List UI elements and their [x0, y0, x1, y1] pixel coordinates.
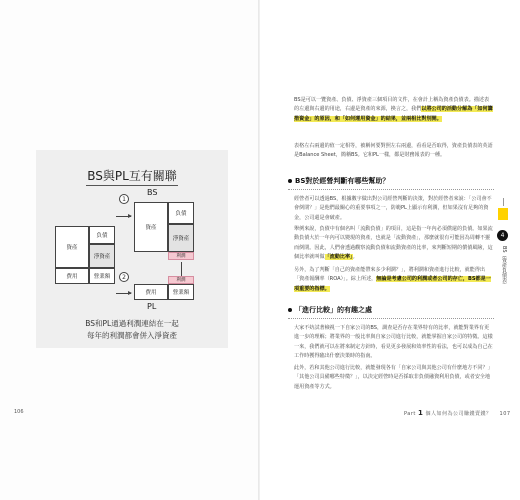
paragraph-1-highlight: 以將公司的活動分解為「如何籌措資金」的原因，和「如何運用資金」的結果，並兩相比對別開。: [294, 106, 493, 122]
start-pl-expenses: 費用: [55, 268, 89, 284]
footer-part-number: 1: [417, 409, 424, 417]
right-page-number: 107: [499, 411, 511, 417]
paragraph-6-text: 大家不妨試著檢視一下自家公司的BS，調查是否存在業界特有的比率，就能對業界有更進一步的理解；將業界的一般比率與自家公司進行比較，就能掌握自家公司的特徵。這樣一來，我們就可以在將來制定方針時，看見更多發展和效率性的看法，也可以成為自己在工作時獲得臨出什麼決策時的指南。: [294, 325, 493, 360]
paragraph-6: [294, 324, 494, 362]
heading-2-rule: [288, 318, 494, 319]
start-bs-liabilities: 負債: [89, 226, 115, 244]
pl-label: PL: [147, 302, 157, 311]
footer-title: 個人如何為公司賺錢賣錢？: [425, 411, 492, 417]
chapter-side-text: BS（資產負債表）: [501, 246, 507, 288]
left-page-number: 106: [14, 409, 24, 415]
chapter-tab-marker: [498, 208, 508, 220]
paragraph-4-end: 。: [352, 254, 358, 261]
heading-1-rule: [288, 189, 494, 190]
start-pl-revenue: 營業額: [89, 268, 115, 284]
start-bs-assets: 資產: [55, 226, 89, 268]
paragraph-7: [294, 364, 494, 392]
paragraph-5: [294, 266, 494, 294]
bullet-dot-icon: [288, 308, 292, 312]
paragraph-3: [294, 195, 494, 223]
pl-expenses: 費用: [134, 284, 168, 300]
side-line-top: [503, 198, 504, 206]
step-1-arrow: [116, 216, 131, 217]
diagram-title: BS與PL互有關聯: [87, 169, 177, 183]
paragraph-7-text: 此外，若和其他公司進行比較，就能發現各有「自家公司與其他公司有什麼地方不同？」「其他公司具備哪些特徵？」，以決定經營時是否採取非負債融資利用負債，或者安全地運用資產等方式。: [294, 365, 493, 390]
bullet-dot-icon: [288, 179, 292, 183]
paragraph-1-text: BS是可以一覽資產、負債、淨資產三個項目的文件，在會計上稱為資產負債表。描述表的左邊與右邊的用途，右邊是資產的來源，換言之，我們: [294, 97, 490, 113]
pl-revenue: 營業額: [168, 284, 194, 300]
footer-part-label: Part: [404, 411, 416, 417]
step-1-marker: 1: [119, 194, 129, 204]
title-underline: [86, 185, 178, 186]
bs-top-net-assets: 淨資產: [168, 224, 194, 252]
bs-top-liabilities: 負債: [168, 202, 194, 224]
paragraph-3-text: 經營者可以透過BS，根據數字做出對公司經營判斷的決策，對於經營者來說：「公司會不會倒閉？」是他們最關心的重要事項之一，防範PL上顯示有利潤，但如果沒有足夠的資金，公司還是會破產。: [294, 196, 492, 221]
paragraph-4-highlight: 「流動比率」: [324, 254, 353, 261]
profit-link-line: [181, 262, 182, 276]
paragraph-2: [294, 142, 494, 161]
paragraph-5-highlight: 無論是考慮公司的利潤或者公司的存亡，BS都是一項重要的指標。: [294, 276, 491, 292]
paragraph-4: [294, 225, 494, 263]
pl-profit: 利潤: [168, 276, 194, 284]
heading-2-text: 「進行比較」的有趣之處: [295, 306, 372, 314]
bs-label: BS: [147, 188, 158, 197]
paragraph-4-text: 舉例來說，負債中有個名叫「流動負債」的項目，這是指一年內必須償還的負債。如果流動負債大於一年內可以變現的資產，也就是「流動資產」，那麼就很有可能因為周轉不靈而倒閉。因此，人們會透過觀察流動負債和流動資產的比率，來判斷短期的償債風險，這個比率就叫做: [294, 226, 493, 261]
bs-top-profit: 利潤: [168, 252, 194, 260]
paragraph-2-text: 表格左右兩邊的值一定相等，被稱何要對照左右兩邊，看看是否取得，資產負債表的英語是Balance Sheet，簡稱BS。它和PL一樣，都是財務報表的一種。: [294, 143, 493, 159]
caption-line-1: BS和PL通過利潤連結在一起: [85, 319, 179, 328]
heading-2: [288, 305, 372, 315]
right-footer: [404, 409, 511, 417]
step-2-arrow: [116, 293, 131, 294]
heading-1: [288, 176, 389, 186]
heading-1-text: BS對於經營判斷有哪些幫助？: [295, 177, 390, 185]
bs-top-assets: 資產: [134, 202, 168, 252]
paragraph-5-text: 另外，為了判斷「自己的資產能帶來多少利潤？」，將利潤和資產進行比較，就能得出「資產報酬率（ROA）」。綜上所述，: [294, 267, 486, 283]
bs-pl-diagram: [36, 150, 228, 348]
start-bs-net-assets: 淨資產: [89, 244, 115, 268]
chapter-badge: 4: [497, 230, 508, 241]
paragraph-1: [294, 96, 494, 124]
caption-line-2: 每年的利潤都會併入淨資產: [87, 331, 177, 340]
step-2-marker: 2: [119, 272, 129, 282]
